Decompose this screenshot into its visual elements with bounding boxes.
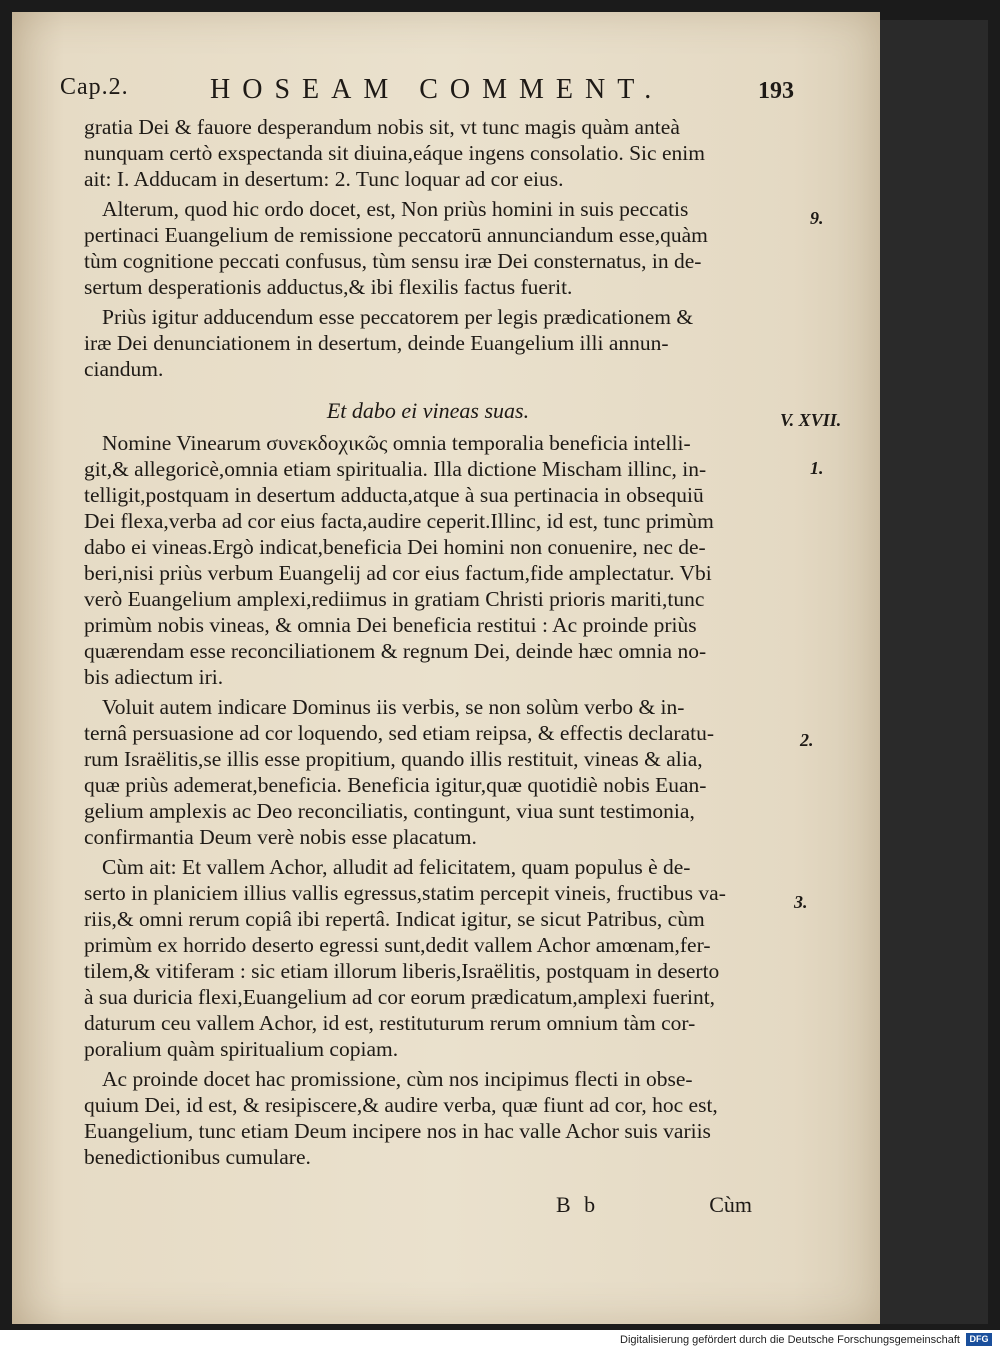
text-line: Alterum, quod hic ordo docet, est, Non priùs homini in suis peccatis	[102, 197, 689, 221]
text-line: ternâ persuasione ad cor loquendo, sed etiam reipsa, & effectis declaratu-	[84, 721, 715, 745]
paragraph-7	[84, 1066, 772, 1170]
text-line: benedictionibus cumulare.	[84, 1145, 311, 1169]
margin-note-2: 2.	[800, 730, 814, 750]
text-line: iræ Dei denunciationem in desertum, deinde Euangelium illi annun-	[84, 331, 669, 355]
text-line: Cùm ait: Et vallem Achor, alludit ad felicitatem, quam populus è de-	[102, 855, 691, 879]
margin-verse-number: V. XVII.	[780, 410, 842, 430]
text-line: daturum ceu vallem Achor, id est, restituturum rerum omnium tàm cor-	[84, 1011, 696, 1035]
text-line: Ac proinde docet hac promissione, cùm nos incipimus flecti in obse-	[102, 1067, 693, 1091]
signature-mark: B b	[556, 1192, 600, 1217]
text-line: à sua duricia flexi,Euangelium ad cor eorum prædicatum,amplexi fuerint,	[84, 985, 716, 1009]
text-line: serto in planiciem illius vallis egressus,statim percepit vineis, fructibus va-	[84, 881, 726, 905]
text-line: confirmantia Deum verè nobis esse placatum.	[84, 825, 477, 849]
text-line: nunquam certò exspectanda sit diuina,eáque ingens consolatio. Sic enim	[84, 141, 705, 165]
text-line: beri,nisi priùs verbum Euangelij ad cor eius factum,fide amplectatur. Vbi	[84, 561, 712, 585]
page-body	[84, 114, 772, 1170]
text-line: verò Euangelium amplexi,rediimus in gratiam Christi prioris mariti,tunc	[84, 587, 705, 611]
text-line: dabo ei vineas.Ergò indicat,beneficia Dei homini non conuenire, nec de-	[84, 535, 706, 559]
margin-notes	[780, 0, 880, 1330]
text-line: quærendam esse reconciliationem & regnum Dei, deinde hæc omnia no-	[84, 639, 707, 663]
text-line: sertum desperationis adductus,& ibi flexilis factus fuerit.	[84, 275, 573, 299]
text-line: tùm cognitione peccati confusus, tùm sensu iræ Dei consternatus, in de-	[84, 249, 702, 273]
footer-bar	[0, 1330, 1000, 1350]
text-line: Priùs igitur adducendum esse peccatorem per legis prædicationem &	[102, 305, 694, 329]
margin-note-1: 1.	[810, 458, 824, 478]
text-line: poralium quàm spiritualium copiam.	[84, 1037, 399, 1061]
paragraph-2	[84, 196, 772, 300]
page-number: 193	[758, 78, 794, 104]
text-line: primùm nobis vineas, & omnia Dei beneficia restitui : Ac proinde priùs	[84, 613, 697, 637]
catch-line	[84, 1192, 772, 1220]
dfg-logo-icon: DFG	[966, 1333, 992, 1346]
paragraph-1	[84, 114, 772, 192]
paragraph-4	[84, 430, 772, 690]
text-line: Dei flexa,verba ad cor eius facta,audire ceperit.Illinc, id est, tunc primùm	[84, 509, 714, 533]
text-line: quium Dei, id est, & resipiscere,& audire verba, quæ fiunt ad cor, hoc est,	[84, 1093, 718, 1117]
text-line: Voluit autem indicare Dominus iis verbis, se non solùm verbo & in-	[102, 695, 685, 719]
text-line: ciandum.	[84, 357, 164, 381]
running-head	[60, 74, 800, 114]
section-heading: Et dabo ei vineas suas.	[326, 398, 530, 423]
running-title: HOSEAM COMMENT.	[210, 74, 664, 105]
text-line: telligit,postquam in desertum adducta,atque à sua pertinacia in obsequiū	[84, 483, 704, 507]
text-line: git,& allegoricè,omnia etiam spiritualia. Illa dictione Mischam illinc, in-	[84, 457, 707, 481]
text-line: gelium amplexis ac Deo reconciliatis, contingunt, viua sunt testimonia,	[84, 799, 695, 823]
chapter-label: Cap.2.	[60, 74, 129, 100]
margin-note-3: 3.	[794, 892, 808, 912]
paragraph-5	[84, 694, 772, 850]
paragraph-6	[84, 854, 772, 1062]
text-line: rum Israëlitis,se illis esse propitium, quando illis restituit, vineas & alia,	[84, 747, 703, 771]
margin-note-9: 9.	[810, 208, 824, 228]
paragraph-3	[84, 304, 772, 382]
funding-credit: Digitalisierung gefördert durch die Deutsche Forschungsgemeinschaft	[620, 1334, 960, 1346]
text-line: bis adiectum iri.	[84, 665, 224, 689]
text-line: riis,& omni rerum copiâ ibi repertâ. Indicat igitur, se sicut Patribus, cùm	[84, 907, 705, 931]
text-line: Nomine Vinearum συνεκδοχικῶς omnia temporalia beneficia intelli-	[102, 431, 691, 455]
page-edge-shadow	[880, 20, 988, 1324]
text-line: quæ priùs ademerat,beneficia. Beneficia igitur,quæ quotidiè nobis Euan-	[84, 773, 707, 797]
text-line: ait: I. Adducam in desertum: 2. Tunc loquar ad cor eius.	[84, 167, 564, 191]
text-line: primùm ex horrido deserto egressi sunt,dedit vallem Achor amœnam,fer-	[84, 933, 711, 957]
text-line: tilem,& vitiferam : sic etiam illorum liberis,Israëlitis, postquam in deserto	[84, 959, 720, 983]
text-line: pertinaci Euangelium de remissione peccatorū annunciandum esse,quàm	[84, 223, 708, 247]
text-line: gratia Dei & fauore desperandum nobis sit, vt tunc magis quàm anteà	[84, 115, 680, 139]
catchword: Cùm	[709, 1192, 752, 1217]
text-line: Euangelium, tunc etiam Deum incipere nos in hac valle Achor suis variis	[84, 1119, 711, 1143]
